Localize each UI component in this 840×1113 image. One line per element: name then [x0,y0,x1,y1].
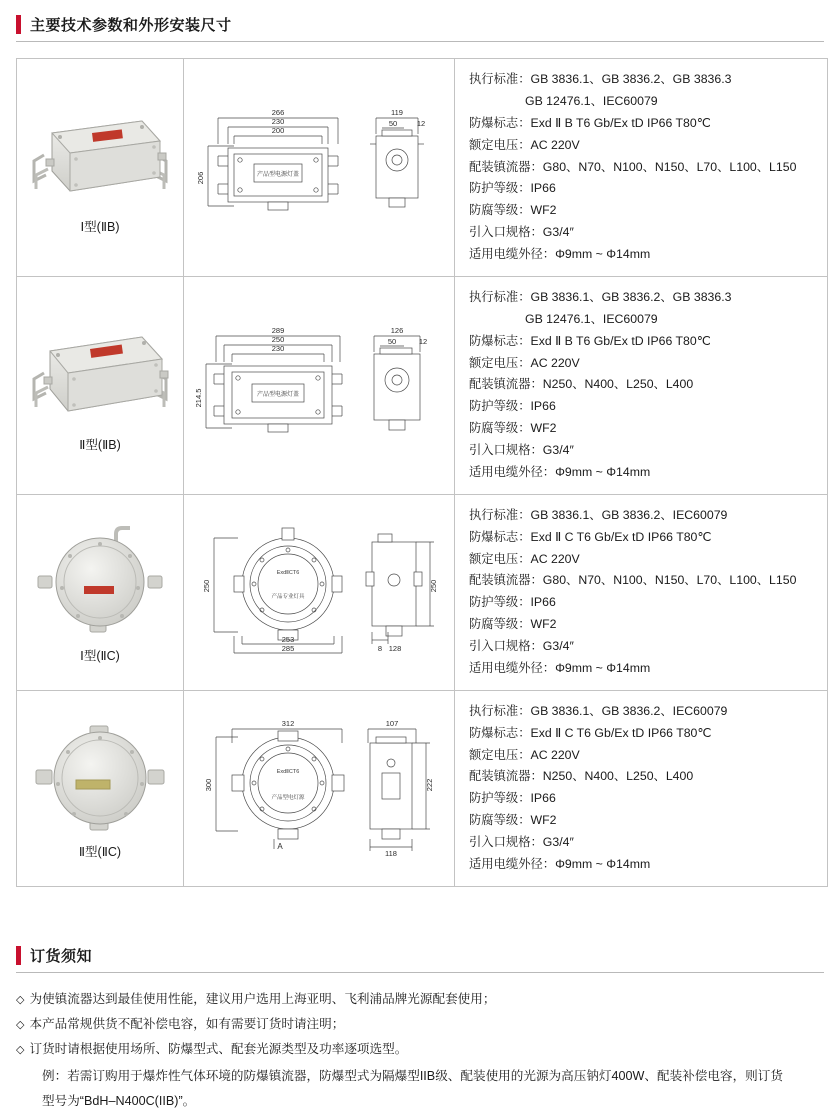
spec-text-cell [455,276,828,494]
spec-line [469,854,821,876]
spec-value: AC 220V [530,355,580,370]
spec-line [469,614,821,636]
spec-label: 额定电压： [469,137,531,152]
spec-value: AC 220V [530,137,580,152]
product-photo-type1-iic [30,524,170,640]
spec-line [469,592,821,614]
notice-item [16,1012,824,1037]
spec-value: GB 12476.1、IEC60079 [525,93,658,108]
notice-example-line1: 例：若需订购用于爆炸性气体环境的防爆镇流器，防爆型式为隔爆型IIB级、配装使用的光源为高压钠灯400W、配装补偿电容，则订货 [42,1069,783,1084]
notice-item [16,1037,824,1062]
spec-line [469,527,821,549]
dim-top-289: 289 [271,325,285,335]
spec-line [469,745,821,767]
spec-value: Exd Ⅱ C T6 Gb/Ex tD IP66 T80℃ [530,529,712,544]
spec-value: Exd Ⅱ C T6 Gb/Ex tD IP66 T80℃ [530,725,712,740]
dim-mark-a: A [277,841,283,851]
dimension-drawing-cell [184,276,455,494]
spec-value: AC 220V [530,747,580,762]
spec-line [469,69,821,91]
dim-side-107: 107 [385,718,399,728]
spec-value: G3/4″ [542,835,574,849]
spec-label: 执行标准： [469,507,531,522]
table-row [17,276,828,494]
spec-label: 引入口规格： [469,443,543,457]
dim-side-50: 50 [387,336,397,346]
spec-label: 引入口规格： [469,639,543,653]
spec-line [469,396,821,418]
spec-value: GB 3836.1、GB 3836.2、IEC60079 [530,703,728,718]
notice-example-line2: 型号为“BdH–N400C(IIB)”。 [42,1093,196,1108]
spec-label: 防爆标志： [469,333,531,348]
spec-label: 引入口规格： [469,225,543,240]
heading-accent-bar [16,15,21,34]
notice-example [16,1064,824,1113]
spec-value: IP66 [530,791,556,806]
spec-value: G3/4″ [542,225,574,240]
spec-value: WF2 [530,813,557,828]
dim-side-222: 222 [425,778,434,792]
spec-line [469,91,821,113]
dimension-drawing-type2-iic [190,713,448,859]
spec-text-cell [455,494,828,690]
dim-left-214-5: 214.5 [194,388,203,408]
spec-value: GB 3836.1、GB 3836.2、IEC60079 [530,507,728,522]
table-row [17,494,828,690]
dim-side-50: 50 [388,118,398,128]
order-notice-list [16,987,824,1113]
product-photo-cell [17,276,184,494]
spec-label: 防爆标志： [469,115,531,130]
drawing-inner-label: 产品专业灯具 [271,593,305,600]
spec-value: Φ9mm ~ Φ14mm [555,856,651,871]
spec-label: 防腐等级： [469,421,531,436]
spec-line [469,701,821,723]
notice-item [16,987,824,1012]
dimension-drawing-cell [184,690,455,886]
spec-value: GB 3836.1、GB 3836.2、GB 3836.3 [530,72,732,86]
spec-line [469,788,821,810]
dimension-drawing-cell [184,494,455,690]
notice-item-text: 订货时请根据使用场所、防爆型式、配套光源类型及功率逐项选型。 [29,1042,408,1057]
dim-side-8: 8 [377,643,383,653]
table-row [17,59,828,277]
heading-accent-bar [16,946,21,965]
spec-line [469,723,821,745]
dim-top-250: 250 [271,334,285,344]
spec-line [469,374,821,396]
spec-label: 适用电缆外径： [469,660,556,675]
spec-line [469,440,821,462]
product-photo-type2-iic [30,720,170,836]
spec-line [469,157,821,179]
dim-side-128: 128 [388,643,402,653]
spec-value: WF2 [530,203,557,218]
spec-label: 执行标准： [469,289,531,304]
spec-value: G3/4″ [542,639,574,653]
product-caption: Ⅰ型(ⅡB) [80,220,120,235]
spec-line [469,418,821,440]
dim-top-230: 230 [271,116,285,126]
dimension-drawing-cell [184,59,455,277]
spec-value: G80、N70、N100、N150、L70、L100、L150 [542,573,797,588]
dimension-drawing-type1-iic [190,520,448,660]
dim-top-230: 230 [271,343,285,353]
dim-left-300: 300 [204,778,213,792]
drawing-inner-label: 产品型电源灯盖 [256,391,300,398]
notice-item-text: 为使镇流器达到最佳使用性能，建议用户选用上海亚明、飞利浦品牌光源配套使用； [29,991,496,1006]
spec-value: N250、N400、L250、L400 [542,377,694,392]
spec-value: WF2 [530,421,557,436]
section-heading-specs [0,14,840,35]
product-caption: Ⅰ型(ⅡC) [80,649,120,664]
drawing-inner-label: 产品型电源灯盖 [256,171,300,178]
spec-value: GB 3836.1、GB 3836.2、GB 3836.3 [530,289,732,304]
spec-label: 额定电压： [469,747,531,762]
heading-divider-order [16,972,824,973]
spec-text-cell [455,59,828,277]
spec-label: 适用电缆外径： [469,464,556,479]
spec-line [469,505,821,527]
product-photo-type2-iib [30,321,170,429]
dim-bottom-253: 253 [281,634,295,644]
spec-value: Φ9mm ~ Φ14mm [555,464,651,479]
spec-label: 额定电压： [469,551,531,566]
spec-line [469,200,821,222]
dim-top-266: 266 [271,107,285,117]
dim-side-12: 12 [416,118,426,128]
spec-label: 配装镇流器： [469,573,543,588]
spec-label: 防护等级： [469,181,531,196]
dim-side-126: 126 [390,325,404,335]
spec-line [469,135,821,157]
spec-line [469,832,821,854]
product-caption: Ⅱ型(ⅡC) [78,845,122,860]
spec-value: Φ9mm ~ Φ14mm [555,247,651,261]
spec-line [469,462,821,484]
product-photo-type1-iib [30,103,170,211]
spec-label: 引入口规格： [469,835,543,849]
dim-side-119: 119 [391,107,403,117]
spec-value: AC 220V [530,551,580,566]
section-title-specs: 主要技术参数和外形安装尺寸 [30,17,232,34]
spec-value: GB 12476.1、IEC60079 [525,311,658,326]
spec-label: 防爆标志： [469,725,531,740]
product-photo-cell [17,690,184,886]
spec-line [469,309,821,331]
diamond-bullet-icon: ◇ [16,1044,25,1057]
section-heading-order [0,945,840,966]
spec-label: 防爆标志： [469,529,531,544]
spec-line [469,549,821,571]
spec-value: WF2 [530,617,557,632]
dim-left-250: 250 [202,579,211,593]
spec-label: 防腐等级： [469,617,531,632]
diamond-bullet-icon: ◇ [16,1018,25,1031]
spec-line [469,113,821,135]
spec-label: 防护等级： [469,595,531,610]
notice-item-text: 本产品常规供货不配补偿电容，如有需要订货时请注明； [29,1016,345,1031]
product-photo-cell [17,59,184,277]
dim-right-250: 250 [429,579,438,593]
spec-line [469,570,821,592]
dim-side-12: 12 [418,336,428,346]
dimension-drawing-type1-iib [190,100,448,230]
spec-value: Exd Ⅱ B T6 Gb/Ex tD IP66 T80℃ [530,115,711,130]
spec-label: 额定电压： [469,355,531,370]
dim-left-206: 206 [196,171,205,185]
section-title-order: 订货须知 [30,947,93,965]
heading-divider-specs [16,41,824,42]
spec-value: IP66 [530,399,556,414]
drawing-mark-label: ExdⅡCT6 [276,768,300,775]
drawing-inner-label: 产品型电灯源 [271,794,305,801]
spec-line [469,331,821,353]
spec-line [469,178,821,200]
spec-line [469,244,821,266]
spec-label: 执行标准： [469,72,531,86]
spec-label: 防护等级： [469,791,531,806]
dim-bottom-285: 285 [281,643,295,653]
spec-line [469,810,821,832]
spec-line [469,658,821,680]
spec-label: 防腐等级： [469,813,531,828]
spec-value: Exd Ⅱ B T6 Gb/Ex tD IP66 T80℃ [530,333,711,348]
dim-top-312: 312 [281,718,295,728]
spec-line [469,287,821,309]
spec-value: IP66 [530,181,556,196]
product-caption: Ⅱ型(ⅡB) [79,438,121,453]
dimension-drawing-type2-iib [190,318,448,448]
spec-label: 配装镇流器： [469,159,543,174]
drawing-mark-label: ExdⅡCT6 [276,569,300,576]
product-photo-cell [17,494,184,690]
spec-line [469,766,821,788]
spec-value: G80、N70、N100、N150、L70、L100、L150 [542,159,797,174]
spec-label: 防腐等级： [469,203,531,218]
spec-label: 适用电缆外径： [469,856,556,871]
spec-value: G3/4″ [542,443,574,457]
spec-line [469,222,821,244]
spec-line [469,636,821,658]
table-row [17,690,828,886]
spec-label: 配装镇流器： [469,769,543,784]
spec-value: IP66 [530,595,556,610]
spec-text-cell [455,690,828,886]
spec-line [469,353,821,375]
dim-bottom-118: 118 [385,848,397,858]
spec-label: 适用电缆外径： [469,247,556,261]
diamond-bullet-icon: ◇ [16,993,25,1006]
spec-label: 配装镇流器： [469,377,543,392]
spec-value: Φ9mm ~ Φ14mm [555,660,651,675]
spec-value: N250、N400、L250、L400 [542,769,694,784]
specifications-table [16,58,828,887]
dim-top-200: 200 [271,125,285,135]
spec-label: 防护等级： [469,399,531,414]
spec-label: 执行标准： [469,703,531,718]
